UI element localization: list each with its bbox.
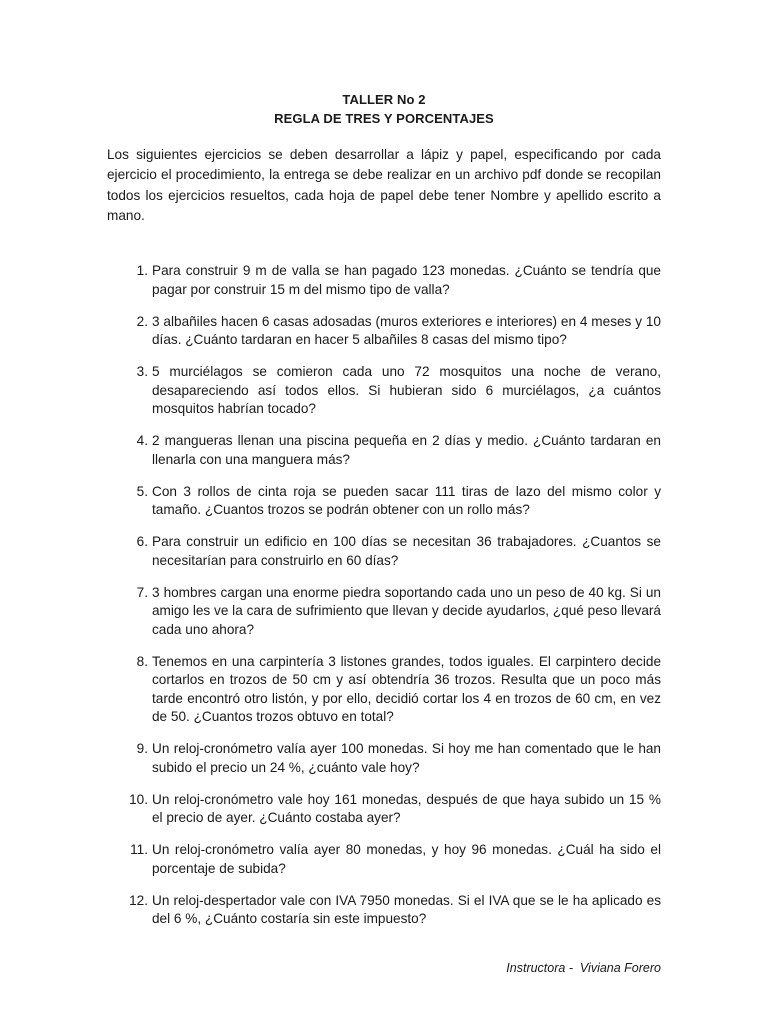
exercise-text: 3 albañiles hacen 6 casas adosadas (muros exteriores e interiores) en 4 meses y 10 días. ¿Cuánto tardaran en hacer 5 albañiles 8 casas del mismo tipo? xyxy=(152,313,661,347)
exercise-number: 10. xyxy=(129,791,148,807)
exercise-number: 3. xyxy=(136,364,148,379)
exercise-number: 4. xyxy=(136,433,148,448)
intro-paragraph: Los siguientes ejercicios se deben desarrollar a lápiz y papel, especificando por cada ejercicio el procedimiento, la entrega se debe realizar en un archivo pdf donde se recopilan todos los ejercicios resueltos, cada hoja de papel debe tener Nombre y apellido escrito a mano. xyxy=(107,147,661,223)
exercise-number: 8. xyxy=(136,653,148,669)
exercise-text: 3 hombres cargan una enorme piedra soportando cada uno un peso de 40 kg. Si un amigo les ve la cara de sufrimiento que llevan y decide ayudarlos, ¿qué peso llevará cada uno ahora? xyxy=(152,584,661,637)
exercise-item xyxy=(107,533,661,570)
exercise-number: 2. xyxy=(136,313,148,329)
exercise-text: 5 murciélagos se comieron cada uno 72 mosquitos una noche de verano, desapareciendo así todos ellos. Si hubieran sido 6 murciélagos, ¿a cuántos mosquitos habrían tocado? xyxy=(152,364,661,416)
exercise-number: 1. xyxy=(136,263,148,278)
exercise-text: Un reloj-cronómetro valía ayer 100 monedas. Si hoy me han comentado que le han subido el precio un 24 %, ¿cuánto vale hoy? xyxy=(152,741,661,775)
exercise-text: Un reloj-despertador vale con IVA 7950 monedas. Si el IVA que se le ha aplicado es del 6 %, ¿Cuánto costaría sin este impuesto? xyxy=(152,892,661,926)
exercise-list xyxy=(107,262,661,942)
exercise-item xyxy=(107,653,661,727)
exercise-text: Con 3 rollos de cinta roja se pueden sacar 111 tiras de lazo del mismo color y tamaño. ¿Cuantos trozos se podrán obtener con un rollo más? xyxy=(152,483,661,517)
exercise-text: Para construir un edificio en 100 días se necesitan 36 trabajadores. ¿Cuantos se necesitarían para construirlo en 60 días? xyxy=(152,534,661,568)
exercise-text: Tenemos en una carpintería 3 listones grandes, todos iguales. El carpintero decide cortarlos en trozos de 50 cm y así obtendría 36 trozos. Resulta que un poco más tarde encontró otro listón, y por ello, decidió cortar los 4 en trozos de 60 cm, en vez de 50. ¿Cuantos trozos obtuvo en total? xyxy=(152,653,661,724)
exercise-text: Un reloj-cronómetro valía ayer 80 monedas, y hoy 96 monedas. ¿Cuál ha sido el porcentaje de subida? xyxy=(152,842,661,876)
exercise-number: 11. xyxy=(130,842,148,857)
exercise-text: Para construir 9 m de valla se han pagado 123 monedas. ¿Cuánto se tendría que pagar por construir 15 m del mismo tipo de valla? xyxy=(152,263,661,297)
exercise-number: 6. xyxy=(136,534,148,549)
exercise-item xyxy=(107,841,661,878)
exercise-text: 2 mangueras llenan una piscina pequeña en 2 días y medio. ¿Cuánto tardaran en llenarla con una manguera más? xyxy=(152,433,661,467)
exercise-text: Un reloj-cronómetro vale hoy 161 monedas, después de que haya subido un 15 % el precio de ayer. ¿Cuánto costaba ayer? xyxy=(152,791,661,825)
exercise-number: 7. xyxy=(136,584,148,600)
exercise-item xyxy=(107,363,661,419)
exercise-item xyxy=(107,313,661,350)
exercise-item xyxy=(107,432,661,469)
exercise-number: 9. xyxy=(136,741,148,756)
exercise-item xyxy=(107,791,661,828)
exercise-number: 5. xyxy=(136,483,148,499)
exercise-item xyxy=(107,584,661,640)
exercise-item xyxy=(107,262,661,299)
exercise-number: 12. xyxy=(129,892,148,908)
document-title: TALLER No 2 xyxy=(342,92,426,107)
exercise-item xyxy=(107,483,661,520)
instructor-signature: Instructora - Viviana Forero xyxy=(506,961,661,975)
document-subtitle: REGLA DE TRES Y PORCENTAJES xyxy=(274,111,494,126)
exercise-item xyxy=(107,740,661,777)
exercise-item xyxy=(107,892,661,929)
